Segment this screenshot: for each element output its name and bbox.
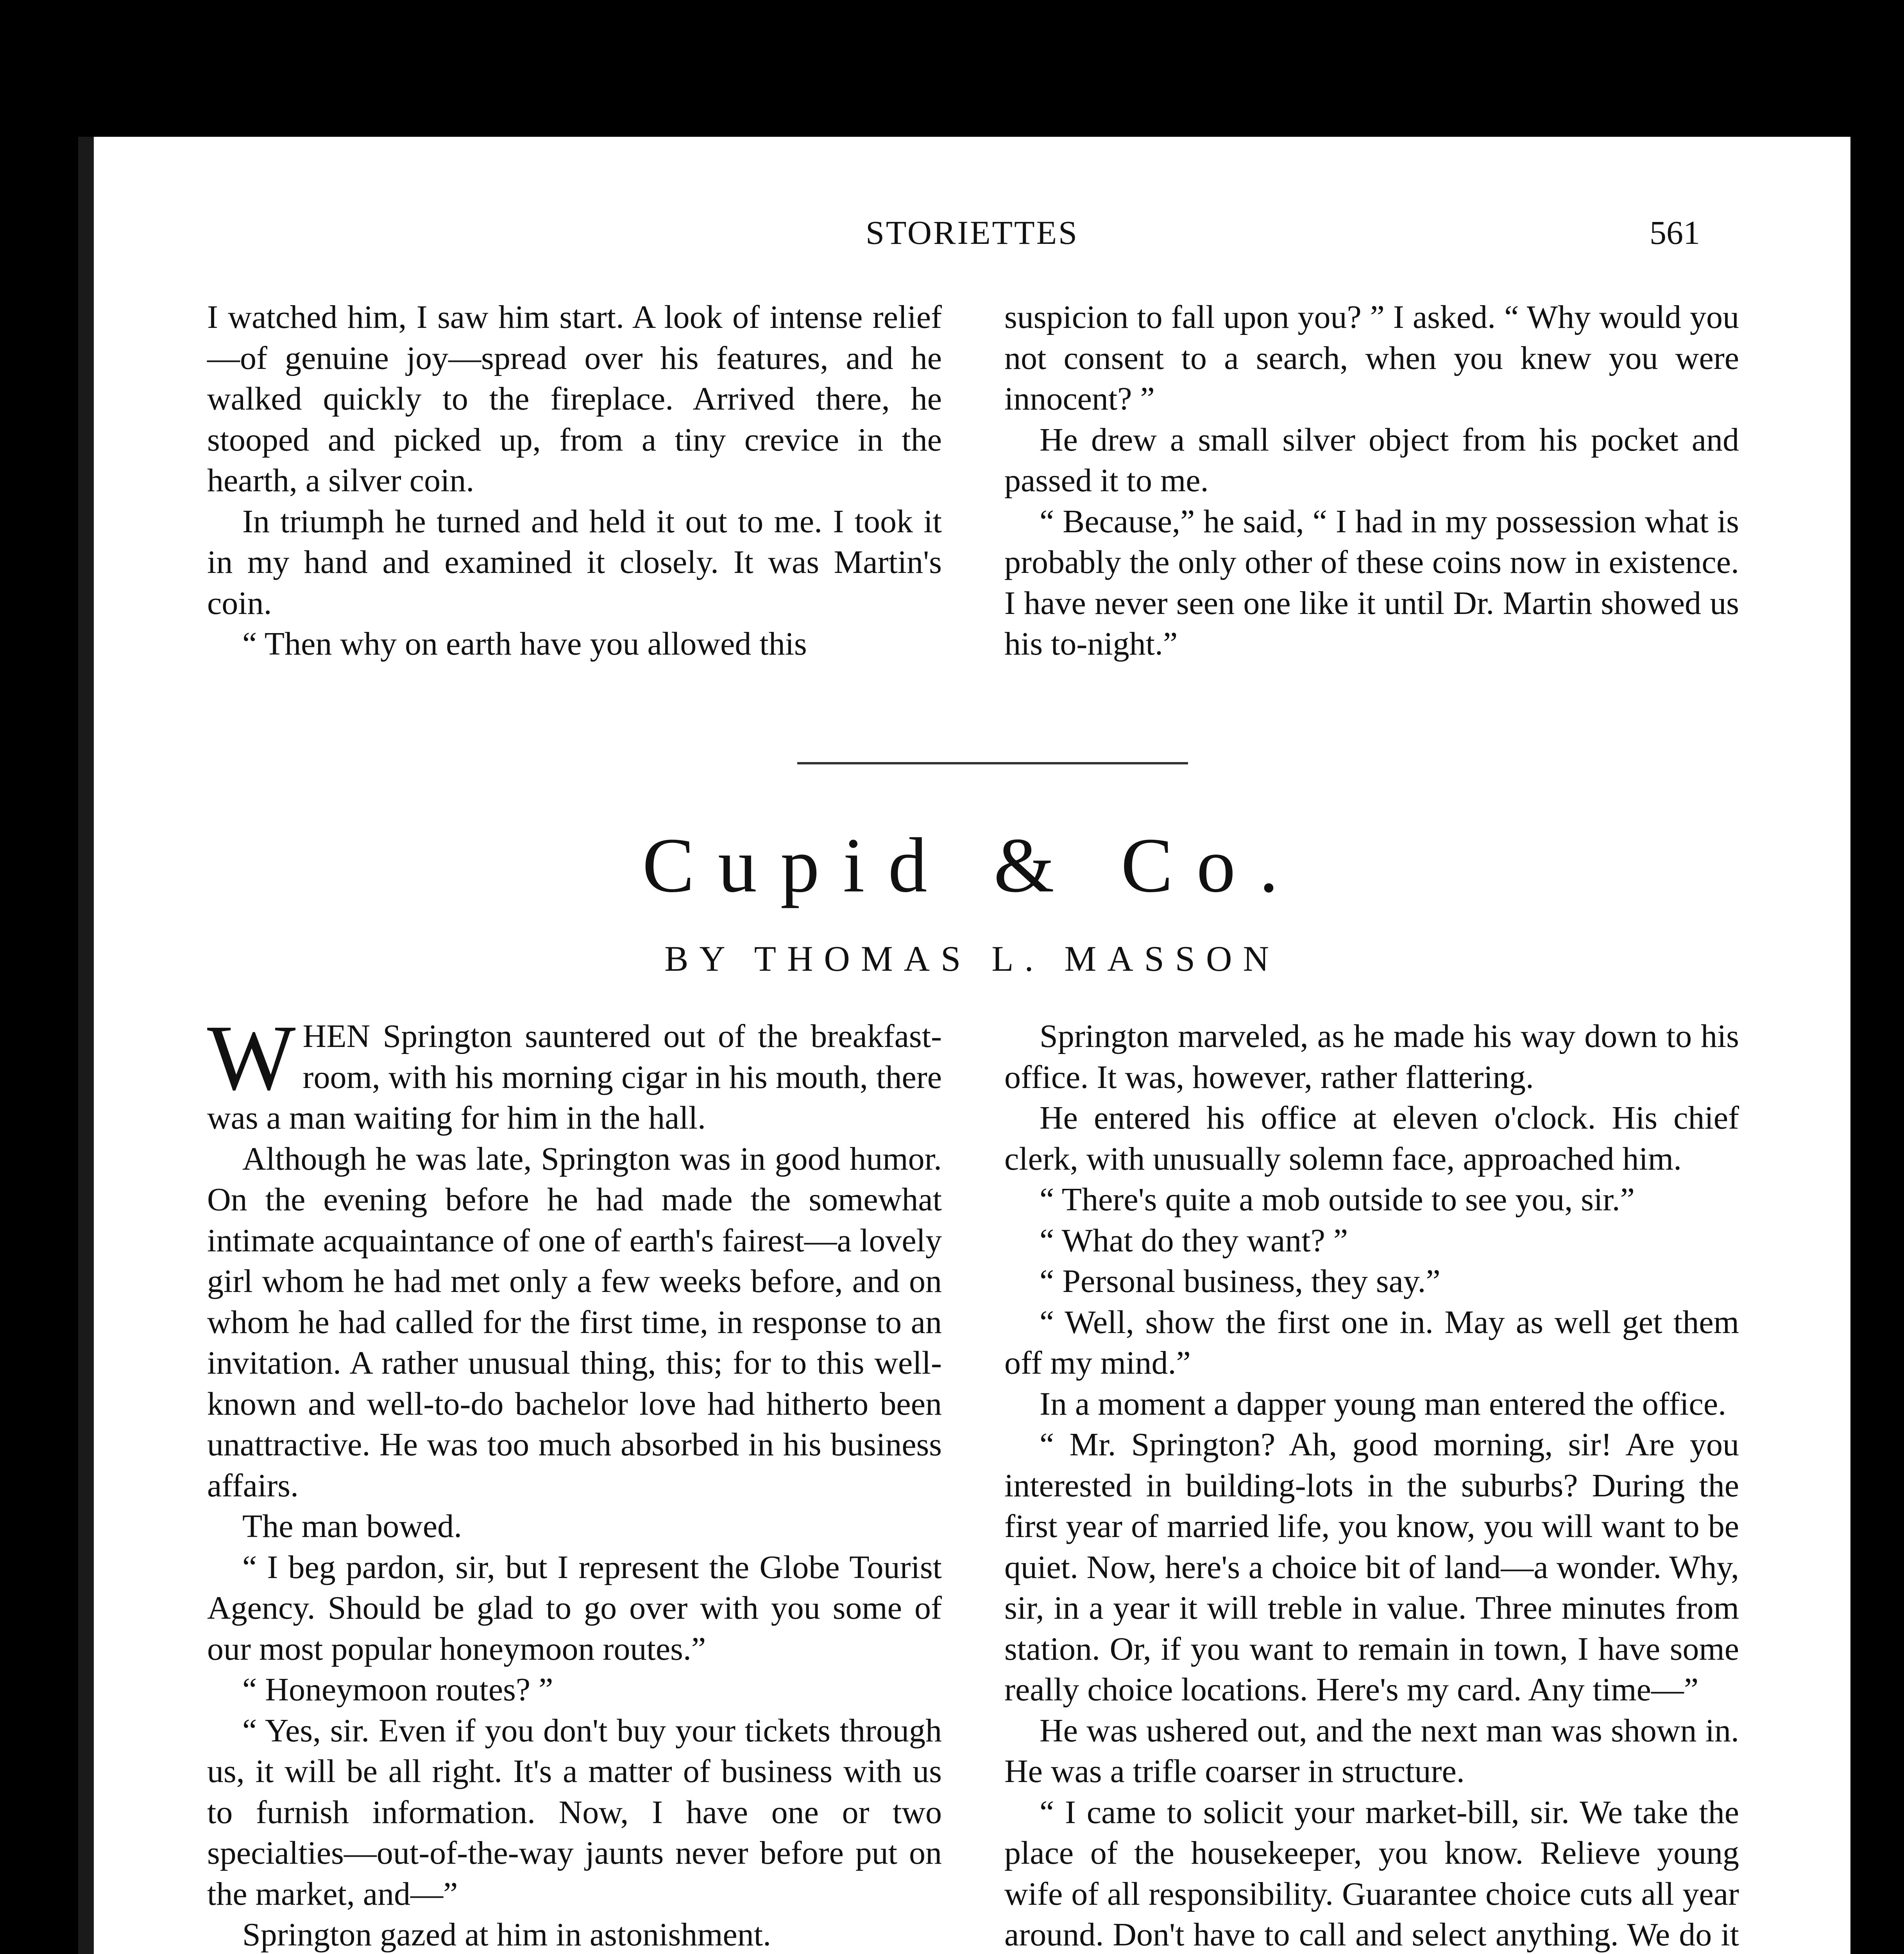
- magazine-page: [78, 137, 1850, 1954]
- paragraph: He entered his office at eleven o'clock. His chief clerk, with unusually solemn face, approached him.: [1004, 1100, 1739, 1177]
- previous-story-right-column: [1004, 297, 1739, 665]
- paragraph: “ Honeymoon routes? ”: [242, 1671, 553, 1708]
- paragraph: “ Well, show the first one in. May as well get them off my mind.”: [1004, 1304, 1739, 1381]
- paragraph: “ There's quite a mob outside to see you, sir.”: [1040, 1181, 1635, 1218]
- paragraph: “ Personal business, they say.”: [1040, 1263, 1441, 1299]
- paragraph: “ Then why on earth have you allowed this: [242, 626, 807, 662]
- story-left-column: [207, 1006, 942, 1954]
- running-head: STORIETTES: [866, 214, 1079, 251]
- paragraph: In a moment a dapper young man entered the office.: [1040, 1385, 1727, 1422]
- story-right-column: [1004, 1016, 1739, 1954]
- byline: BY THOMAS L. MASSON: [664, 939, 1280, 979]
- paragraph: The man bowed.: [242, 1508, 462, 1544]
- story-title: Cupid & Co.: [642, 822, 1302, 909]
- opening-paragraph: [207, 1006, 942, 1139]
- paragraph: “ Yes, sir. Even if you don't buy your tickets through us, it will be all right. It's a matter of business with us to furnish information. Now, I have one or two specialties—out-of-the-way jaunts never before put on the market, and—”: [207, 1712, 942, 1912]
- paragraph: Springton marveled, as he made his way down to his office. It was, however, rather flattering.: [1004, 1018, 1739, 1095]
- drop-cap: W: [207, 1006, 296, 1109]
- paragraph: “ Mr. Springton? Ah, good morning, sir! Are you interested in building-lots in the suburbs? During the first year of married life, you know, you will want to be quiet. Now, here's a choice bit of land—a wonder. Why, sir, in a year it will treble in value. Three minutes from station. Or, if you want to remain in town, I have some really choice locations. Here's my card. Any time—”: [1004, 1426, 1739, 1708]
- paragraph: Although he was late, Springton was in good humor. On the evening before he had made the somewhat intimate acquaintance of one of earth's fairest—a lovely girl whom he had met only a few weeks before, and on whom he had called for the first time, in response to an invitation. A rather unusual thing, this; for to this well-known and well-to-do bachelor love had hitherto been unattractive. He was too much absorbed in his business affairs.: [207, 1140, 942, 1504]
- paragraph: I watched him, I saw him start. A look of intense relief—of genuine joy—spread over his features, and he walked quickly to the fireplace. Arrived there, he stooped and picked up, from a tiny crevice in the hearth, a silver coin.: [207, 299, 942, 499]
- paragraph: He was ushered out, and the next man was shown in. He was a trifle coarser in structure.: [1004, 1712, 1739, 1789]
- page-number: 561: [1650, 214, 1700, 251]
- paragraph: “ I came to solicit your market-bill, sir. We take the place of the housekeeper, you know. Relieve young wife of all responsibility. Guarantee choice cuts all year around. Don't have to call and select anything. We do it: [1004, 1794, 1739, 1953]
- paragraph: He drew a small silver object from his pocket and passed it to me.: [1004, 421, 1739, 499]
- paragraph: In triumph he turned and held it out to me. I took it in my hand and examined it closely. It was Martin's coin.: [207, 503, 942, 621]
- paragraph: “ I beg pardon, sir, but I represent the Globe Tourist Agency. Should be glad to go over with you some of our most popular honeymoon routes.”: [207, 1549, 942, 1667]
- paragraph: suspicion to fall upon you? ” I asked. “ Why would you not consent to a search, when you knew you were innocent? ”: [1004, 299, 1739, 417]
- opening-text: HEN Springton sauntered out of the breakfast-room, with his morning cigar in his mouth, there was a man waiting for him in the hall.: [207, 1018, 942, 1136]
- paragraph: “ What do they want? ”: [1040, 1222, 1348, 1259]
- paragraph: “ Because,” he said, “ I had in my possession what is probably the only other of these coins now in existence. I have never seen one like it until Dr. Martin showed us his to-night.”: [1004, 503, 1739, 662]
- previous-story-left-column: [207, 297, 942, 665]
- paragraph: Springton gazed at him in astonishment.: [242, 1916, 771, 1953]
- section-divider: [797, 762, 1188, 764]
